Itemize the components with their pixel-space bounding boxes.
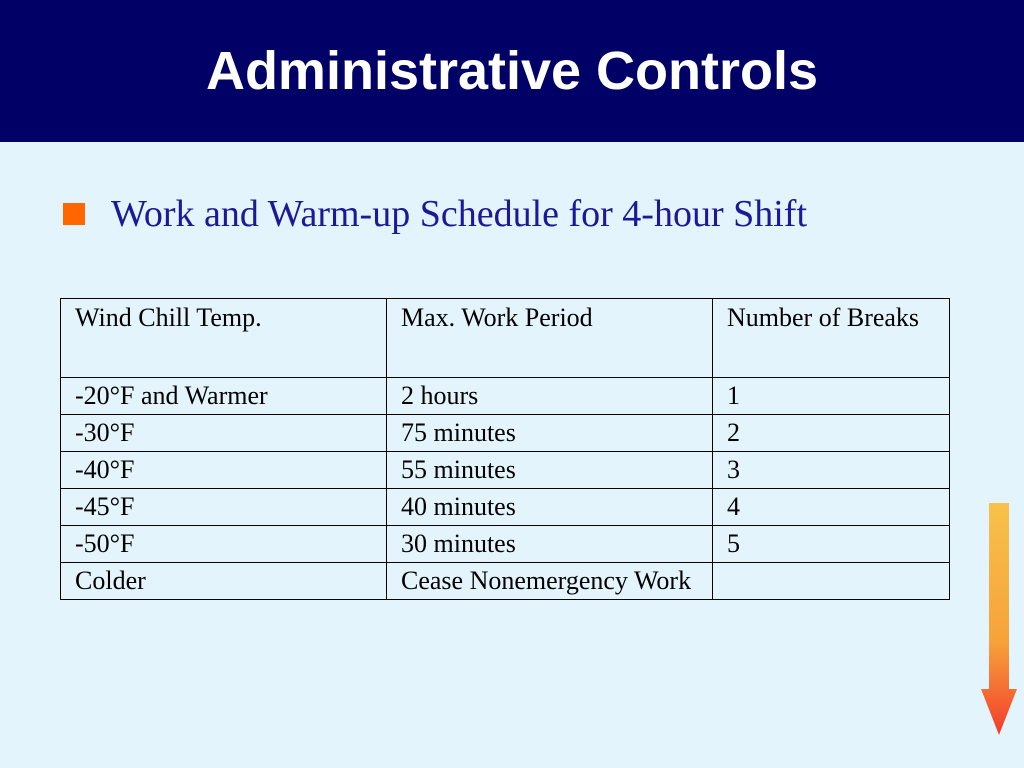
table-cell: -50°F <box>61 526 387 563</box>
table-cell: 3 <box>713 452 950 489</box>
table-cell: 4 <box>713 489 950 526</box>
table-row <box>61 452 950 489</box>
schedule-table <box>60 298 950 600</box>
table-row <box>61 378 950 415</box>
bullet-text: Work and Warm-up Schedule for 4-hour Shift <box>111 193 808 235</box>
table-cell: 75 minutes <box>387 415 713 452</box>
table-row <box>61 489 950 526</box>
table-header-row <box>61 299 950 378</box>
down-arrow-icon <box>981 503 1017 735</box>
table-cell: -20°F and Warmer <box>61 378 387 415</box>
table-row <box>61 526 950 563</box>
table-cell: 2 hours <box>387 378 713 415</box>
table-row <box>61 415 950 452</box>
table-cell: 55 minutes <box>387 452 713 489</box>
table-cell: 30 minutes <box>387 526 713 563</box>
table-cell: 1 <box>713 378 950 415</box>
square-bullet-icon <box>63 203 85 225</box>
table-row <box>61 563 950 600</box>
table-cell: Colder <box>61 563 387 600</box>
column-header-wind-chill: Wind Chill Temp. <box>61 299 387 378</box>
table-cell: -40°F <box>61 452 387 489</box>
table-cell: Cease Nonemergency Work <box>387 563 713 600</box>
column-header-max-work-period: Max. Work Period <box>387 299 713 378</box>
column-header-number-of-breaks: Number of Breaks <box>713 299 950 378</box>
table-cell: -30°F <box>61 415 387 452</box>
table-cell: 2 <box>713 415 950 452</box>
bullet-item <box>63 188 807 240</box>
table-cell: 5 <box>713 526 950 563</box>
slide-title: Administrative Controls <box>205 41 819 101</box>
table-cell <box>713 563 950 600</box>
table-cell: -45°F <box>61 489 387 526</box>
table-cell: 40 minutes <box>387 489 713 526</box>
